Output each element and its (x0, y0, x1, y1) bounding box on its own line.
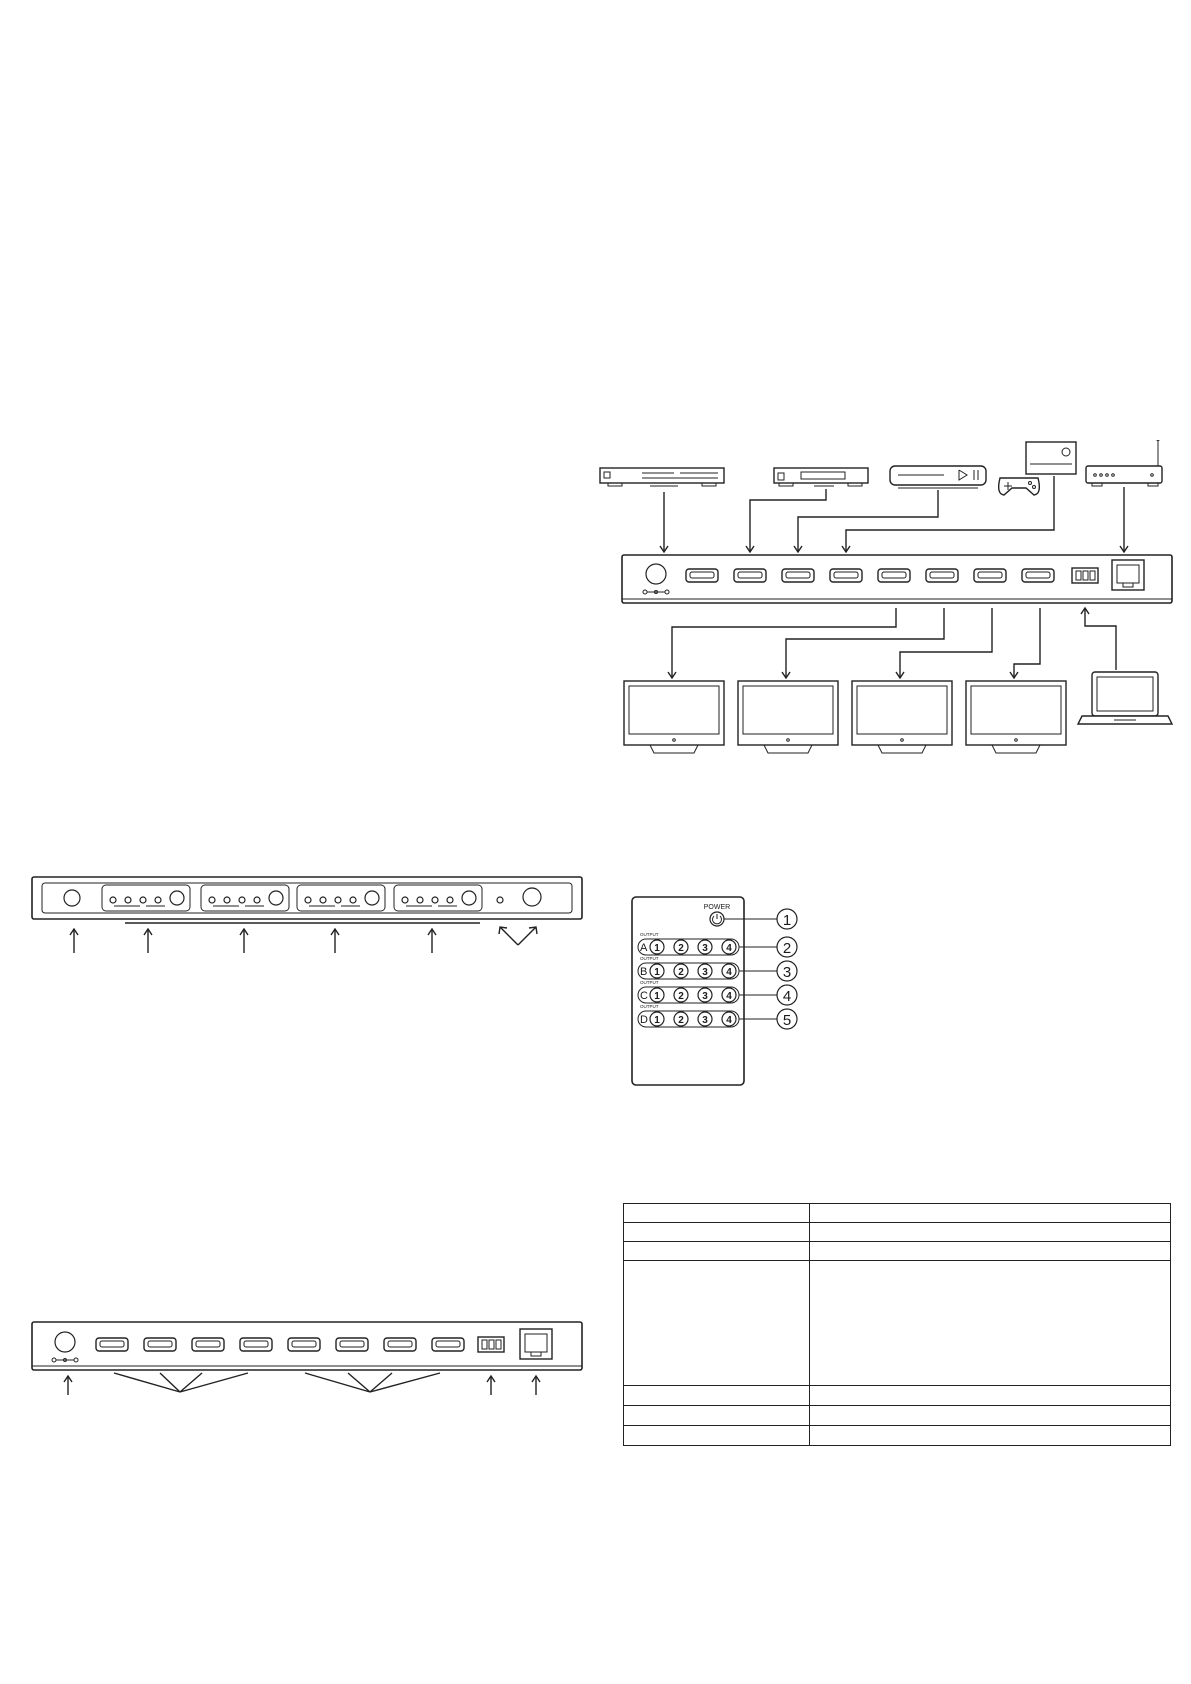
specifications-table (623, 1203, 1171, 1446)
svg-text:2: 2 (678, 943, 684, 954)
rear-callout-arrows (64, 1373, 540, 1395)
svg-text:OUTPUT: OUTPUT (640, 956, 659, 961)
svg-text:5: 5 (782, 1012, 792, 1029)
svg-text:3: 3 (702, 1015, 708, 1026)
blu-ray-player-icon (600, 468, 724, 486)
table-row (624, 1425, 1171, 1445)
table-row (624, 1385, 1171, 1405)
svg-text:D: D (640, 1014, 648, 1026)
svg-text:3: 3 (702, 943, 708, 954)
power-led-icon (497, 897, 503, 903)
power-button-icon (523, 888, 541, 906)
svg-text:4: 4 (726, 1015, 732, 1026)
router-icon (1086, 440, 1162, 486)
media-player-icon (890, 466, 986, 488)
svg-text:4: 4 (782, 988, 792, 1005)
rs232-terminal-icon (478, 1337, 504, 1352)
ir-receiver-icon (64, 890, 80, 906)
svg-text:C: C (640, 990, 648, 1002)
svg-text:2: 2 (782, 940, 792, 957)
table-row (624, 1405, 1171, 1425)
svg-text:4: 4 (726, 967, 732, 978)
ir-remote-diagram (630, 895, 810, 1090)
svg-text:1: 1 (654, 967, 660, 978)
svg-text:3: 3 (782, 964, 792, 981)
svg-text:3: 3 (702, 991, 708, 1002)
output-arrows (668, 608, 1116, 678)
display-2-icon (738, 681, 838, 753)
laptop-icon (1078, 672, 1172, 724)
input-arrows (660, 476, 1128, 552)
game-console-icon (999, 442, 1076, 495)
svg-text:2: 2 (678, 1015, 684, 1026)
svg-text:OUTPUT: OUTPUT (640, 980, 659, 985)
svg-text:OUTPUT: OUTPUT (640, 932, 659, 937)
front-panel-diagram (30, 875, 590, 955)
table-row (624, 1261, 1171, 1386)
display-3-icon (852, 681, 952, 753)
rear-panel-diagram (30, 1320, 590, 1395)
table-row (624, 1223, 1171, 1242)
svg-text:2: 2 (678, 967, 684, 978)
svg-text:1: 1 (654, 1015, 660, 1026)
ethernet-port-icon (520, 1329, 552, 1359)
display-4-icon (966, 681, 1066, 753)
power-label: POWER (703, 904, 731, 911)
display-1-icon (624, 681, 724, 753)
front-callout-arrows (70, 927, 537, 953)
power-jack-icon (55, 1332, 75, 1352)
svg-text:4: 4 (726, 943, 732, 954)
svg-text:B: B (640, 966, 648, 978)
svg-text:OUTPUT: OUTPUT (640, 1004, 659, 1009)
table-row (624, 1204, 1171, 1223)
matrix-switcher-rear (622, 555, 1172, 603)
table-row (624, 1242, 1171, 1261)
callout-power: 1 (782, 912, 792, 929)
svg-text:1: 1 (654, 943, 660, 954)
svg-text:1: 1 (654, 991, 660, 1002)
dvd-player-icon (774, 468, 868, 486)
svg-text:A: A (640, 942, 648, 954)
svg-text:3: 3 (702, 967, 708, 978)
svg-text:4: 4 (726, 991, 732, 1002)
connection-diagram (598, 440, 1188, 765)
svg-text:2: 2 (678, 991, 684, 1002)
